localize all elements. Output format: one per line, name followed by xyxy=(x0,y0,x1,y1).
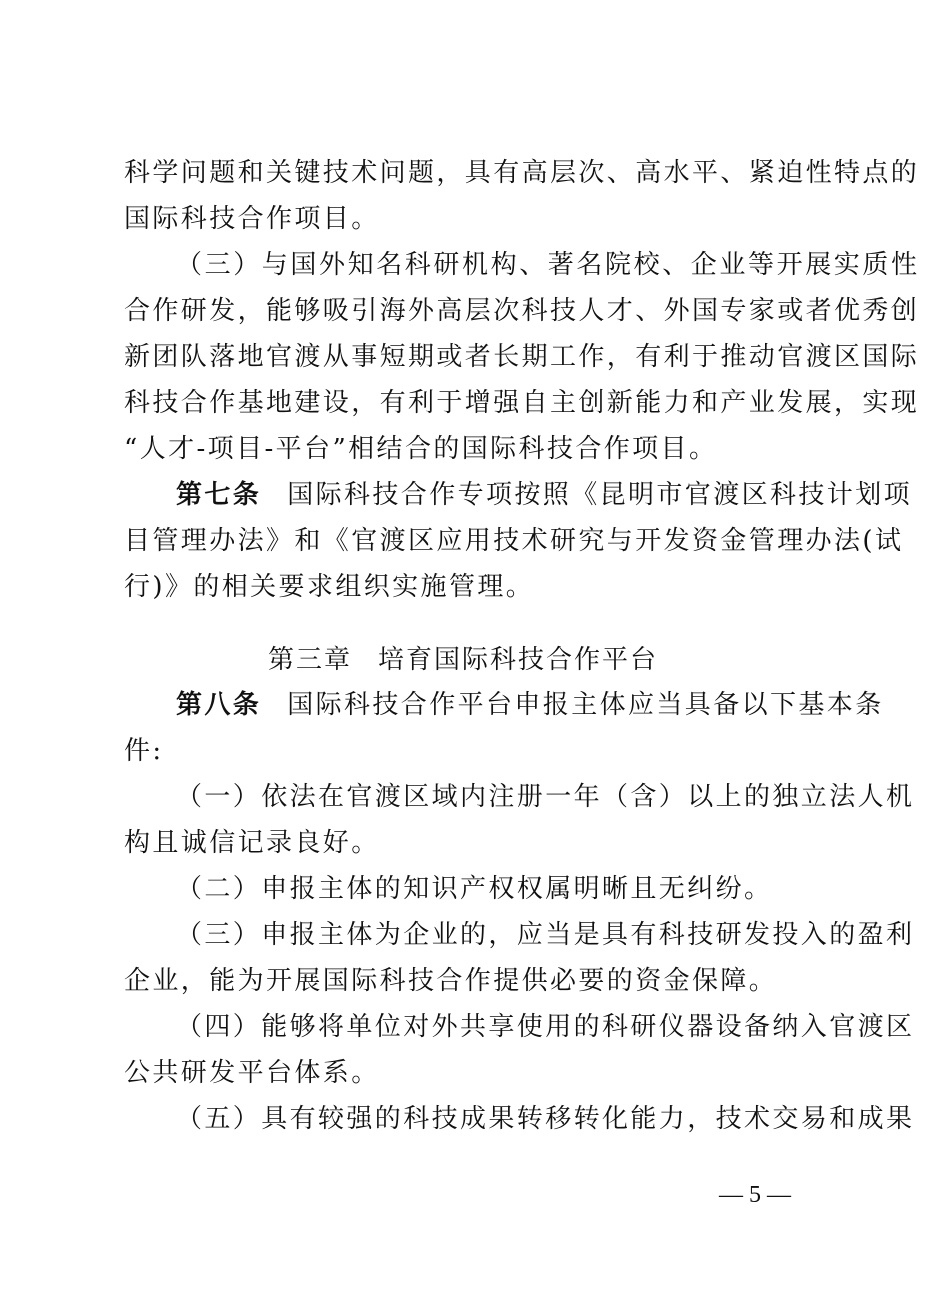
condition-4-line-1: （四）能够将单位对外共享使用的科研仪器设备纳入官渡区 xyxy=(176,1012,915,1042)
chapter-title: 培育国际科技合作平台 xyxy=(378,645,659,675)
condition-1-line-1: （一）依法在官渡区域内注册一年（含）以上的独立法人机 xyxy=(176,782,915,812)
condition-5-line-1: （五）具有较强的科技成果转移转化能力，技术交易和成果 xyxy=(176,1104,915,1134)
item-3-line-4: 科技合作基地建设，有利于增强自主创新能力和产业发展，实现 xyxy=(124,388,920,418)
article-7-line-2: 目管理办法》和《官渡区应用技术研究与开发资金管理办法(试 xyxy=(124,526,904,556)
page-number: — 5 — xyxy=(719,1182,791,1208)
article-8-label: 第八条 xyxy=(176,690,262,720)
condition-3-line-1: （三）申报主体为企业的，应当是具有科技研发投入的盈利 xyxy=(176,920,915,950)
body-line-2: 国际科技合作项目。 xyxy=(124,204,380,234)
article-8-line-2: 件: xyxy=(124,736,164,766)
item-3-line-3: 新团队落地官渡从事短期或者长期工作，有利于推动官渡区国际 xyxy=(124,342,920,372)
condition-4-line-2: 公共研发平台体系。 xyxy=(124,1058,380,1088)
condition-3-line-2: 企业，能为开展国际科技合作提供必要的资金保障。 xyxy=(124,966,778,996)
condition-1-line-2: 构且诚信记录良好。 xyxy=(124,828,380,858)
item-3-line-2: 合作研发，能够吸引海外高层次科技人才、外国专家或者优秀创 xyxy=(124,296,920,326)
article-7-first-line xyxy=(176,480,913,510)
article-8-first-line xyxy=(176,690,884,720)
body-line-1: 科学问题和关键技术问题，具有高层次、高水平、紧迫性特点的 xyxy=(124,158,920,188)
item-3-line-5: “人才-项目-平台”相结合的国际科技合作项目。 xyxy=(124,434,718,464)
chapter-heading xyxy=(0,645,926,675)
article-7-label: 第七条 xyxy=(176,480,262,510)
article-8-text: 国际科技合作平台申报主体应当具备以下基本条 xyxy=(287,690,884,720)
condition-2-line-1: （二）申报主体的知识产权权属明晰且无纠纷。 xyxy=(176,874,773,904)
article-7-line-3: 行)》的相关要求组织实施管理。 xyxy=(124,572,535,602)
chapter-number: 第三章 xyxy=(267,645,352,675)
article-7-text: 国际科技合作专项按照《昆明市官渡区科技计划项 xyxy=(287,480,913,510)
item-3-line-1: （三）与国外知名科研机构、著名院校、企业等开展实质性 xyxy=(176,250,920,280)
